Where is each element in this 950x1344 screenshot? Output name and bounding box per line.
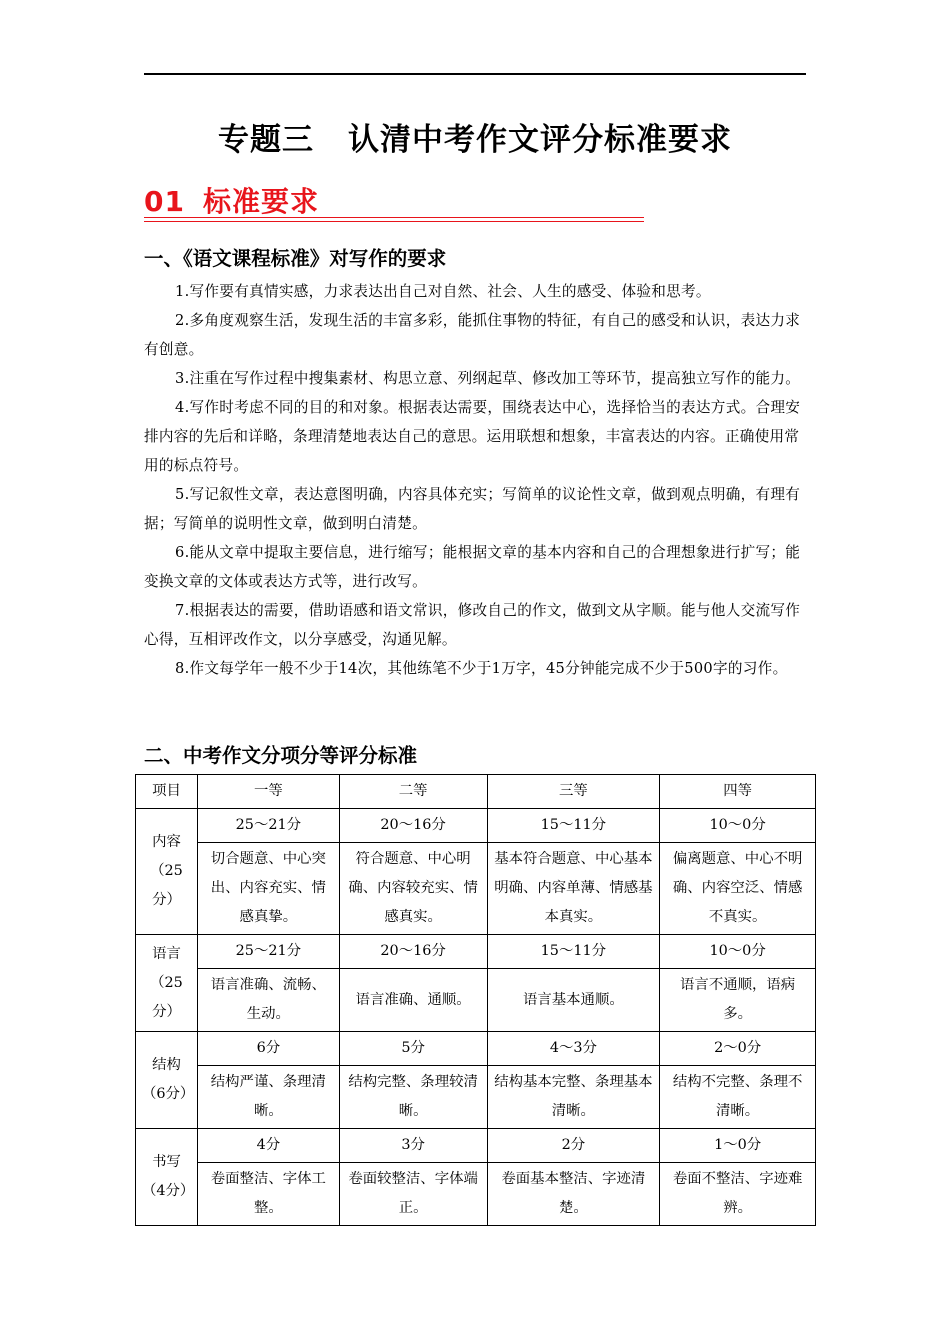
page-title bbox=[0, 114, 950, 159]
section-title: 标准要求 bbox=[202, 185, 319, 218]
title-main: 认清中考作文评分标准要求 bbox=[348, 122, 732, 158]
table-row bbox=[136, 935, 816, 969]
item-cell: 结构（6分） bbox=[136, 1032, 198, 1129]
desc-cell: 偏离题意、中心不明确、内容空泛、情感不真实。 bbox=[660, 843, 816, 935]
desc-cell: 语言准确、通顺。 bbox=[339, 969, 487, 1032]
table-row bbox=[136, 969, 816, 1032]
requirement-item: 8.作文每学年一般不少于14次，其他练笔不少于1万字，45分钟能完成不少于500字的习作。 bbox=[175, 660, 788, 677]
table-header-cell: 三等 bbox=[487, 775, 660, 809]
score-cell: 6分 bbox=[197, 1032, 339, 1066]
section-heading bbox=[144, 180, 319, 220]
score-cell: 3分 bbox=[339, 1129, 487, 1163]
item-cell: 书写（4分） bbox=[136, 1129, 198, 1226]
score-cell: 1～0分 bbox=[660, 1129, 816, 1163]
score-cell: 15～11分 bbox=[487, 809, 660, 843]
table-header-cell: 一等 bbox=[197, 775, 339, 809]
table-header-cell: 项目 bbox=[136, 775, 198, 809]
score-cell: 2分 bbox=[487, 1129, 660, 1163]
part1-heading: 一、《语文课程标准》对写作的要求 bbox=[144, 247, 447, 270]
score-cell: 2～0分 bbox=[660, 1032, 816, 1066]
requirement-item: 3.注重在写作过程中搜集素材、构思立意、列纲起草、修改加工等环节，提高独立写作的能力。 bbox=[175, 370, 801, 387]
desc-cell: 语言准确、流畅、生动。 bbox=[197, 969, 339, 1032]
section-rule-2 bbox=[144, 221, 644, 222]
desc-cell: 卷面不整洁、字迹难辨。 bbox=[660, 1163, 816, 1226]
score-cell: 25～21分 bbox=[197, 935, 339, 969]
score-cell: 4分 bbox=[197, 1129, 339, 1163]
requirements-list bbox=[144, 277, 808, 683]
desc-cell: 结构完整、条理较清晰。 bbox=[339, 1066, 487, 1129]
table-row bbox=[136, 809, 816, 843]
desc-cell: 结构不完整、条理不清晰。 bbox=[660, 1066, 816, 1129]
table-row bbox=[136, 843, 816, 935]
table-row bbox=[136, 1129, 816, 1163]
score-cell: 20～16分 bbox=[339, 935, 487, 969]
table-header-cell: 二等 bbox=[339, 775, 487, 809]
requirement-item: 2.多角度观察生活，发现生活的丰富多彩，能抓住事物的特征，有自己的感受和认识，表达力求有创意。 bbox=[144, 312, 801, 358]
title-prefix: 专题三 bbox=[218, 122, 314, 158]
requirement-item: 5.写记叙性文章，表达意图明确，内容具体充实；写简单的议论性文章，做到观点明确，有理有据；写简单的说明性文章，做到明白清楚。 bbox=[144, 486, 801, 532]
desc-cell: 语言不通顺，语病多。 bbox=[660, 969, 816, 1032]
grading-table bbox=[135, 774, 816, 1226]
table-row bbox=[136, 1066, 816, 1129]
requirement-item: 4.写作时考虑不同的目的和对象。根据表达需要，围绕表达中心，选择恰当的表达方式。合理安排内容的先后和详略，条理清楚地表达自己的意思。运用联想和想象，丰富表达的内容。正确使用常用的标点符号。 bbox=[144, 399, 801, 474]
score-cell: 25～21分 bbox=[197, 809, 339, 843]
requirement-item: 1.写作要有真情实感，力求表达出自己对自然、社会、人生的感受、体验和思考。 bbox=[175, 283, 711, 300]
desc-cell: 卷面基本整洁、字迹清楚。 bbox=[487, 1163, 660, 1226]
score-cell: 10～0分 bbox=[660, 809, 816, 843]
score-cell: 10～0分 bbox=[660, 935, 816, 969]
score-cell: 15～11分 bbox=[487, 935, 660, 969]
table-header-row bbox=[136, 775, 816, 809]
desc-cell: 语言基本通顺。 bbox=[487, 969, 660, 1032]
desc-cell: 结构严谨、条理清晰。 bbox=[197, 1066, 339, 1129]
score-cell: 20～16分 bbox=[339, 809, 487, 843]
part2-heading: 二、中考作文分项分等评分标准 bbox=[144, 744, 418, 767]
table-row bbox=[136, 1032, 816, 1066]
section-rule-1 bbox=[144, 217, 644, 218]
table-row bbox=[136, 1163, 816, 1226]
score-cell: 5分 bbox=[339, 1032, 487, 1066]
desc-cell: 基本符合题意、中心基本明确、内容单薄、情感基本真实。 bbox=[487, 843, 660, 935]
item-cell: 语言（25分） bbox=[136, 935, 198, 1032]
score-cell: 4～3分 bbox=[487, 1032, 660, 1066]
requirement-item: 6.能从文章中提取主要信息，进行缩写；能根据文章的基本内容和自己的合理想象进行扩写；能变换文章的文体或表达方式等，进行改写。 bbox=[144, 544, 801, 590]
top-rule bbox=[144, 73, 806, 75]
desc-cell: 符合题意、中心明确、内容较充实、情感真实。 bbox=[339, 843, 487, 935]
desc-cell: 切合题意、中心突出、内容充实、情感真挚。 bbox=[197, 843, 339, 935]
desc-cell: 结构基本完整、条理基本清晰。 bbox=[487, 1066, 660, 1129]
item-cell: 内容（25分） bbox=[136, 809, 198, 935]
table-header-cell: 四等 bbox=[660, 775, 816, 809]
requirement-item: 7.根据表达的需要，借助语感和语文常识，修改自己的作文，做到文从字顺。能与他人交流写作心得，互相评改作文，以分享感受，沟通见解。 bbox=[144, 602, 801, 648]
desc-cell: 卷面较整洁、字体端正。 bbox=[339, 1163, 487, 1226]
desc-cell: 卷面整洁、字体工整。 bbox=[197, 1163, 339, 1226]
section-number: 01 bbox=[144, 185, 185, 218]
